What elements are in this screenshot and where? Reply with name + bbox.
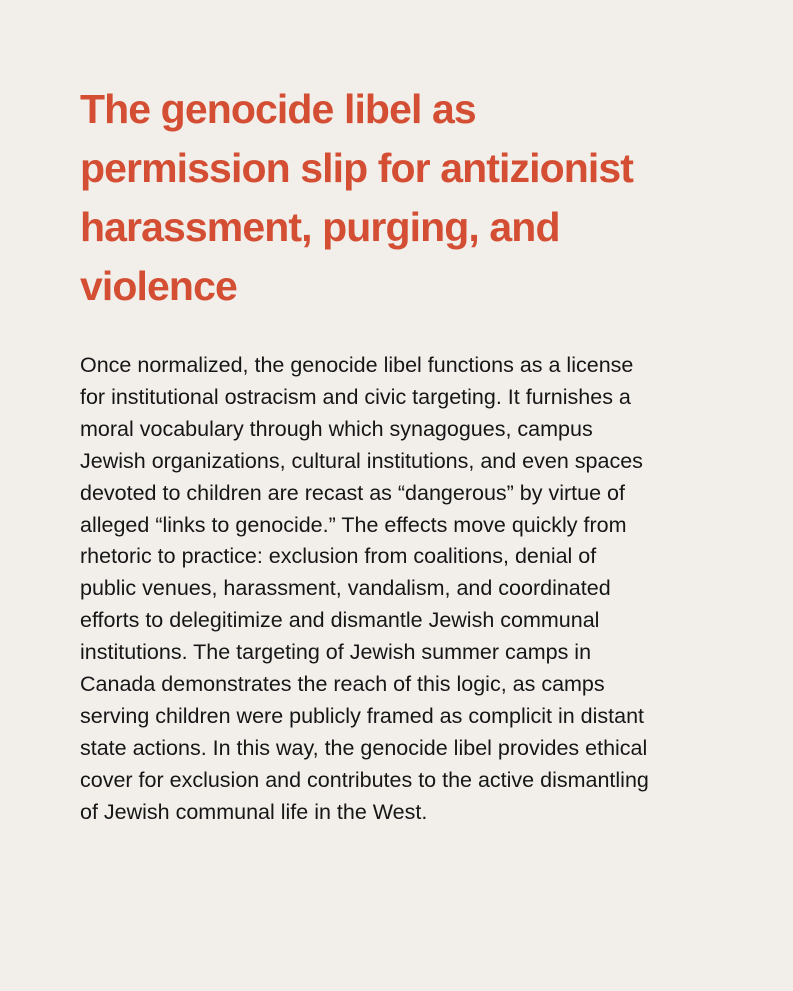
body-line: serving children were publicly framed as complicit in distant [80, 703, 645, 728]
body-line: public venues, harassment, vandalism, and coordinated [80, 576, 611, 601]
title-line: harassment, purging, and [80, 204, 560, 250]
body-line: devoted to children are recast as “dangerous” by virtue of [80, 480, 625, 505]
body-paragraph [80, 350, 740, 829]
body-line: for institutional ostracism and civic targeting. It furnishes a [80, 384, 631, 409]
body-line: Canada demonstrates the reach of this logic, as camps [80, 672, 605, 697]
body-line: Once normalized, the genocide libel functions as a license [80, 353, 634, 377]
body-line: efforts to delegitimize and dismantle Jewish communal [80, 608, 600, 633]
body-line: institutions. The targeting of Jewish summer camps in [80, 640, 592, 665]
body-line: alleged “links to genocide.” The effects move quickly from [80, 512, 627, 537]
body-line: of Jewish communal life in the West. [80, 799, 428, 824]
title-line: The genocide libel as [80, 86, 476, 132]
body-line: cover for exclusion and contributes to the active dismantling [80, 767, 649, 792]
body-line: state actions. In this way, the genocide libel provides ethical [80, 735, 648, 760]
body-line: rhetoric to practice: exclusion from coalitions, denial of [80, 544, 597, 569]
body-line: Jewish organizations, cultural institutions, and even spaces [80, 448, 643, 473]
body-line: moral vocabulary through which synagogues, campus [80, 416, 593, 441]
title-line: violence [80, 263, 237, 309]
title-line: permission slip for antizionist [80, 145, 634, 191]
page-title [80, 80, 720, 316]
